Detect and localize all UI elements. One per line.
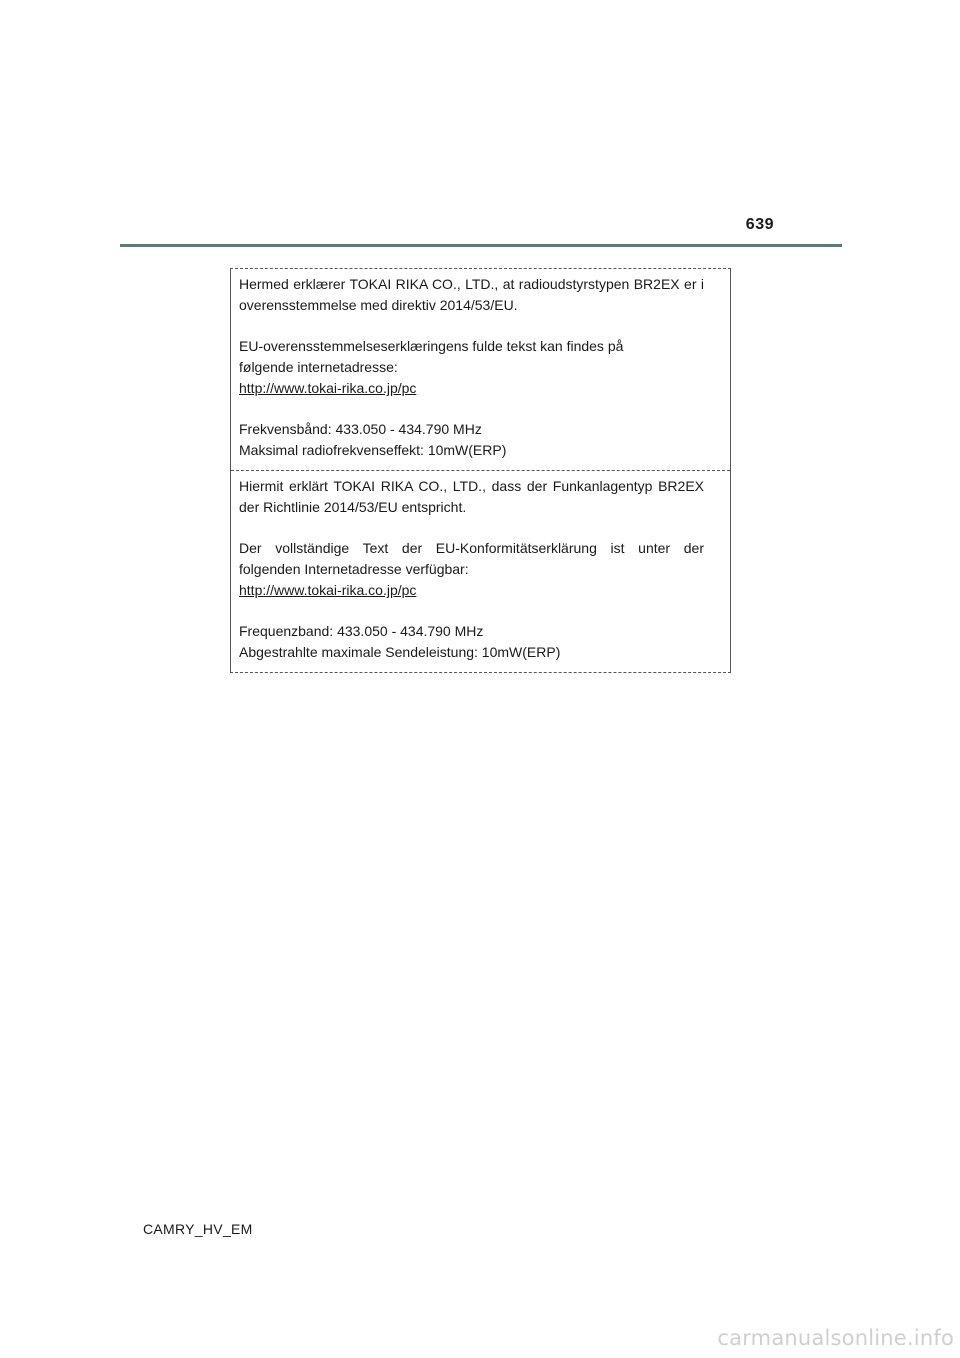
declaration-url-link[interactable]: http://www.tokai-rika.co.jp/pc	[239, 380, 417, 396]
frequency-band: Frequenzband: 433.050 - 434.790 MHz	[239, 623, 484, 639]
declaration-info	[239, 538, 704, 601]
declaration-text: følgende internetadresse:	[239, 359, 398, 375]
conformity-statement: Hiermit erklärt TOKAI RIKA CO., LTD., dass der Funkanlagentyp BR2EX der Richtlinie 2014/53/EU entspricht.	[239, 478, 704, 515]
conformity-statement: Hermed erklærer TOKAI RIKA CO., LTD., at radioudstyrstypen BR2EX er i overensstemmelse med direktiv 2014/53/EU.	[239, 276, 704, 313]
declaration-info	[239, 336, 704, 399]
footer-model-code: CAMRY_HV_EM	[143, 1221, 253, 1237]
notice-section-danish	[231, 269, 730, 470]
page-number: 639	[745, 216, 774, 233]
watermark: carmanualsonline.info	[717, 1326, 954, 1350]
declaration-text: folgenden Internetadresse verfügbar:	[239, 561, 469, 577]
notice-section-german	[231, 470, 730, 672]
declaration-text: Der vollständige Text der EU-Konformitätserklärung ist unter der	[239, 540, 704, 556]
frequency-band: Frekvensbånd: 433.050 - 434.790 MHz	[239, 421, 482, 437]
radio-specs	[239, 621, 704, 663]
declaration-url-link[interactable]: http://www.tokai-rika.co.jp/pc	[239, 582, 417, 598]
declaration-text: EU-overensstemmelseserklæringens fulde tekst kan findes på	[239, 338, 624, 354]
max-power: Maksimal radiofrekvenseffekt: 10mW(ERP)	[239, 442, 507, 458]
radio-compliance-notice	[230, 268, 731, 673]
max-power: Abgestrahlte maximale Sendeleistung: 10mW(ERP)	[239, 644, 561, 660]
radio-specs	[239, 419, 704, 461]
header-rule	[120, 244, 842, 247]
